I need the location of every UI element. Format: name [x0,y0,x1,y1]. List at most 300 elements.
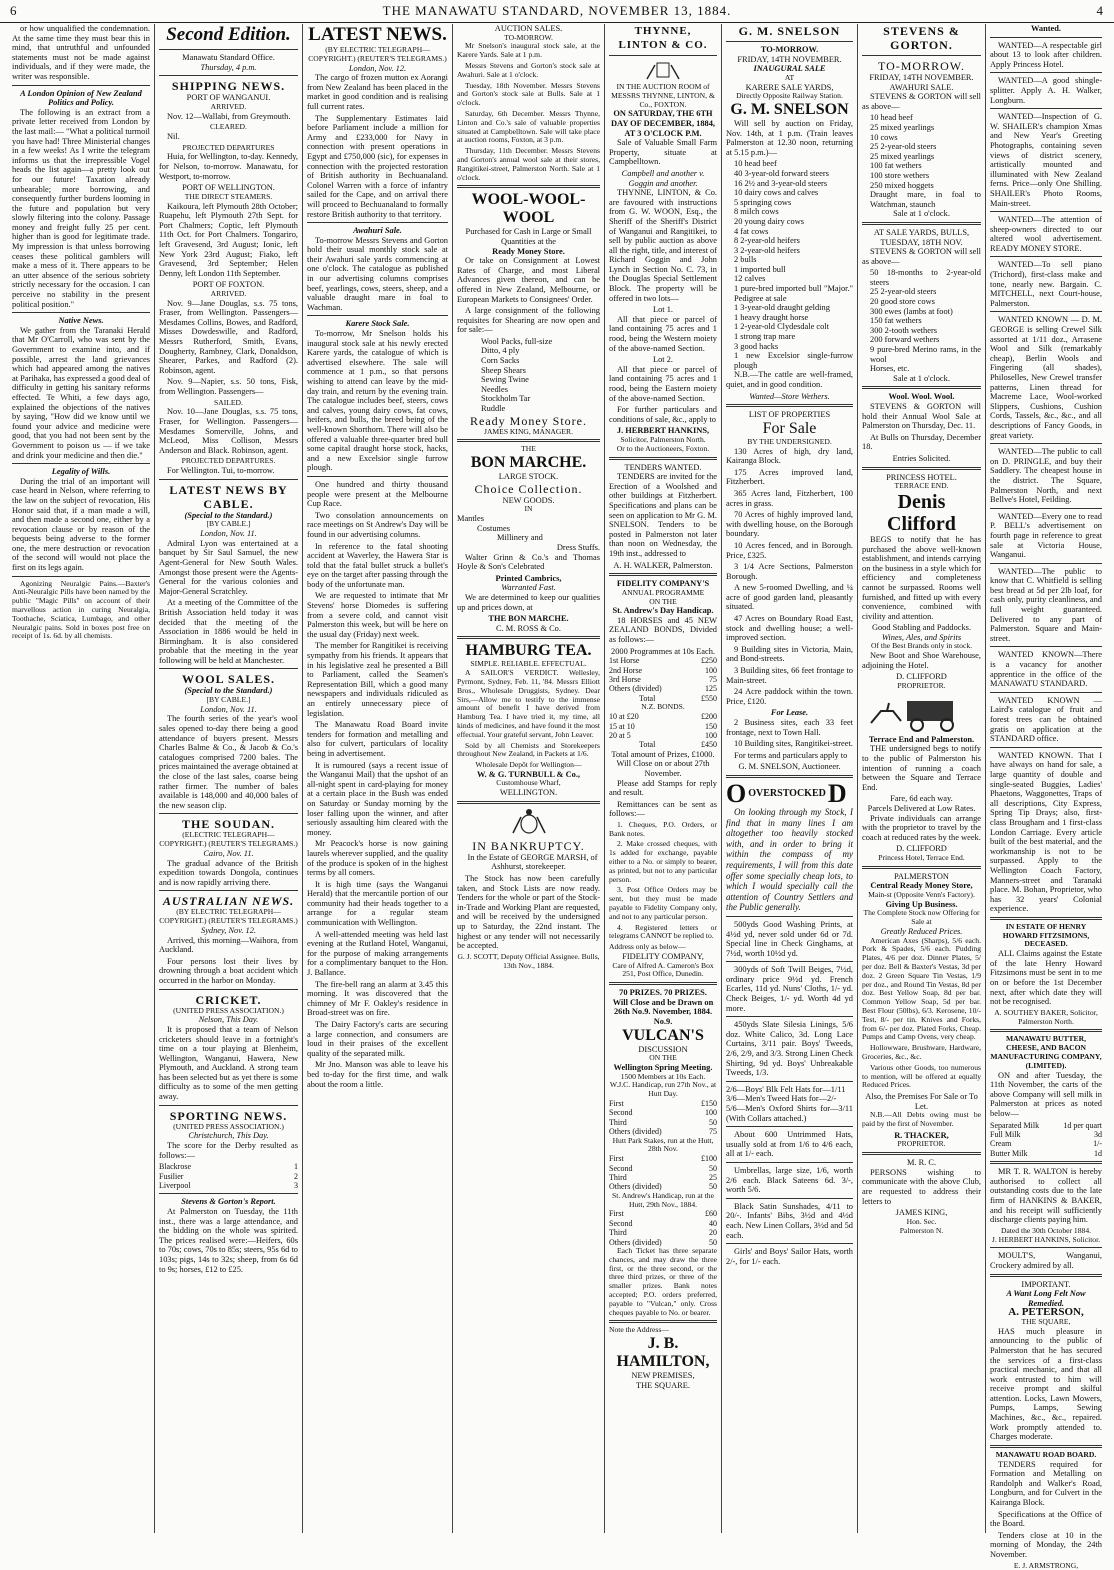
advert-text: PROPRIETOR. [897,681,946,691]
advert-text: ON and after Tuesday, the 11th November, the carts of the above Company will sell milk in Palmerston at prices as noted below— [990,1070,1102,1118]
advert-text: Girls' and Boys' Sailor Hats, worth 2/-, for 1/- each. [726,1247,853,1266]
prize-label: First [609,1209,624,1219]
advert-subtitle: Choice Collection. [474,481,583,496]
advert-text: Also, the Premises For Sale or To Let. [865,1092,978,1111]
prize-value: 20 [709,1228,717,1238]
section-heading: THE SOUDAN. [181,817,275,832]
item-list [457,514,600,552]
list-item: 10 head beef [734,159,777,169]
article-body: To-morrow Messrs Stevens and Gorton hold their usual monthly stock sale at their Awahuri sale yards commencing at one o'clock. The catalogue as published in our advertising columns comprises beef, yearlings, cows, steers, sheep, and a valuable draught mare in foal to Wachman. [307,235,448,312]
advert-subtitle: Terrace End and Palmerston. [868,734,975,744]
port-heading: PORT OF WANGANUI. [186,93,271,103]
advert-signature: A. SOUTHEY BAKER, Solicitor, Palmerston North. [994,1007,1098,1026]
list-item: 24 Acre paddock within the town. Price, £120. [726,687,853,706]
bond-label: 15 at 10 [609,721,635,731]
list-item: Horses, etc. [870,364,910,374]
article-heading: Native News. [58,316,104,326]
article-heading: Karere Stock Sale. [345,319,410,329]
article-heading: Stevens & Gorton's Report. [181,1197,276,1207]
list-item: 47 Acres on Boundary Road East, stock and dwelling house; a well-improved section. [726,614,853,643]
bond-table [609,712,717,750]
list-item: 20 good store cows [870,297,935,307]
advert-text: Sold by all Chemists and Storekeepers throughout New Zealand, in Packets at 1/6. [457,740,600,759]
placing: 3 [294,1181,298,1191]
table-row [990,1149,1102,1158]
section-heading: Wanted. [1030,24,1061,33]
advert-text: Or to the Auctioneers, Foxton. [616,443,710,453]
advert-text: Wanted—Store Wethers. [749,391,830,401]
byline: (UNITED PRESS ASSOCIATION.) [173,1005,284,1015]
list-item: 25 2-year-old steers [870,142,937,152]
dateline: London, Nov. 12. [348,63,407,73]
list-item: Draught mare, in foal to Watchman, staunch [870,190,981,209]
article-body: Mr Jno. Manson was able to leave his bed to-day for the first time, and walk about the room a little. [307,1060,448,1089]
placing: 1 [294,1162,298,1172]
list-item: 25 2-year-old steers [870,287,937,297]
list-item: 3 Building sites, 66 feet frontage to Main-street. [726,666,853,685]
column-8 [986,24,1106,1570]
auction-entry: Tuesday, 18th November. Messrs Stevens and Gorton's stock sale at Bulls. Sale at 1 o'clock. [457,80,600,108]
product-price: 1d [1094,1148,1102,1158]
prize-value: 100 [705,1108,717,1118]
bond-label: 20 at 5 [609,730,631,740]
advert-title: VULCAN'S [622,1026,704,1044]
advert-text: Wholesale Depôt for Wellington— [475,760,582,770]
column-2 [155,24,303,1533]
article-body: At Palmerston on Tuesday, the 11th inst., there was a large attendance, and the bidding on the whole was spirited. The prices realised were:—Heifers, 60s to 70s; cows, 70s to 85s; steers, 95s 6d to 103s; pigs, 14s to 32s; sheep, from 6s 6d to 9s; horses, £12 to £25. [159,1207,298,1274]
advert-text: Hollowware, Brushware, Hardware, Groceries, &c., &c. [862,1043,981,1061]
advert-text: HAS much pleasure in announcing to the public of Palmerston that he has secured the services of a first-class practical mechanic, and that all work entrusted to him will receive prompt and skilful attention. Locks, Lawn Mowers, Pumps, Lamps, Sewing Machines, &c., &c., repaired. Work promptly attended to. Charges moderate. [990,1326,1102,1442]
advert-text: Remittances can be sent as follows:— [609,799,717,819]
list-item: 1 pure-bred imported bull "Major." Pedigree at sale [734,284,853,303]
shipping-entry: Kaikoura, left Plymouth 28th October; Ruapehu, left Plymouth 27th Sept. for Port Chalmers; Coptic, left Plymouth 11th Oct. for Port Chalmers. Tongariro, left Gravesend, 3rd August; Ionic, left New York 23rd August; Fiako, left Gravesend, 3rd September; Helen Denny, left London 11th September. [159,201,298,278]
port-heading: PORT OF FOXTON. [192,280,265,290]
list-item: Mantles [457,514,484,524]
advert-text: IN THE AUCTION ROOM of MESSRS THYNNE, LINTON, & Co., FOXTON. [611,82,715,109]
prize-label: First [609,1098,624,1108]
advert-text: N.B.—All Debts owing must be paid by the first of November. [862,1110,981,1129]
table-row [159,1172,298,1181]
section-heading: WOOL SALES. [181,672,276,687]
prize-value: 75 [709,1127,717,1137]
advert-text: ON THE [649,596,677,606]
advert-text: THE [521,444,536,454]
prize-label: Others (divided) [609,1182,662,1192]
byline: [BY CABLE.] [206,519,251,529]
classified-ad: WANTED KNOWN. That I have always on hand for sale, a large quantity of double and single-seated Buggies, Ladies' Phaetons, Waggonettes, Traps of all descriptions, City Express, Spring Tip Drays; also, first-class Brougham and 1 first-class London Carriage. Every article built of the best material, and the workmanship is not to be surpassed. Apply to the Wellington Coach Factory, Manners-street and Taranaki place. M. Bohan, Proprietor, who has 32 years' Colonial experience. [990,750,1102,914]
list-item: 10 Acres fenced, and in Borough. Price, £325. [726,540,853,560]
advert-text: For further particulars and conditions of sale, &c., apply to [609,405,717,424]
list-item: 1 3-year-old draught gelding [734,303,830,313]
dateline: Christchurch, This Day. [188,1131,269,1141]
table-row [990,1139,1102,1148]
stock-list [726,159,853,370]
advert-text: ANNUAL PROGRAMME [621,587,705,597]
prize-value: 50 [709,1117,717,1127]
list-item: 1 new Excelsior single-furrow plough [734,351,853,370]
advert-text: Total amount of Prizes, £1000. [611,749,715,759]
article-body: The Dairy Factory's carts are securing a large connection, and consumers are loud in their praises of the excellent quality of the separated milk. [307,1020,448,1058]
advert-text: Umbrellas, large size, 1/6, worth 2/6 each. Black Sateens 6d. 3/-, worth 5/6. [726,1165,853,1195]
table-row [609,740,717,749]
advert-text: Specifications at the Office of the Board. [990,1509,1102,1529]
product-name: Butter Milk [990,1148,1028,1158]
advert-subtitle: TO-MORROW. [760,45,819,54]
results-table [159,1162,298,1190]
article-body: We gather from the Taranaki Herald that Mr O'Carroll, who was sent by the Government to examine into, and if possible, arrest the land grievances which had appeared among the natives at Parihaka, has expressed a good deal of difficulty in getting his sanitary reforms effected. Te Whiti, a few days ago, explained the objections of the natives by saying, "How did we know until we found your advice and medicine were good, that you had not been sent by the Government to poison us — if we take and drink your medicine and then die." [12,325,150,460]
advert-subtitle: Greatly Reduced Prices. [880,926,963,936]
list-item: 8 2-year-old heifers [734,236,800,246]
prize-value: 50 [709,1237,717,1247]
horse-name: Liverpool [159,1181,191,1191]
classified-ad: MOULT'S, Wanganui, Crockery admired by all. [990,1251,1102,1270]
prize-value: 40 [709,1218,717,1228]
shipping-entry: For Wellington. Tui, to-morrow. [167,466,275,476]
overstocked-banner [726,778,853,808]
shipping-entry: Nov. 9—Napier, s.s. 50 tons, Fisk, from Wellington. Passengers— [159,377,298,397]
classified-ad: WANTED—The public to call on D. PRINGLE, and buy their Saddlery. The cheapest house in the district. The Square, Palmerston North, and next Bellve's Hotel, Feilding. [990,447,1102,505]
advert-subtitle: St. Andrew's Day Handicap. [612,606,714,616]
classified-ad: WANTED KNOWN — Laird's catalogue of fruit and forest trees can be obtained gratis on application at the STANDARD office. [990,695,1102,744]
advert-text: 1. Cheques, P.O. Orders, or Bank notes. [609,819,717,838]
list-item: 175 Acres improved land, Fitzherbert. [726,467,853,487]
advert-text: A large consignment of the following requisites for Shearing are now open and for sale:— [457,306,600,335]
advert-text: Tenders close at 10 in the morning of Monday, the 24th November. [990,1530,1102,1559]
list-item: Ditto, 4 ply [481,346,520,356]
stock-list [862,268,981,374]
list-item: Ruddle [481,404,506,414]
advert-text: WELLINGTON. [499,788,558,798]
horse-name: Fusilier [159,1171,184,1181]
list-item: 10 head beef [870,113,913,123]
advert-signature: G. M. SNELSON, Auctioneer. [738,762,841,772]
list-item: Sheep Shears [481,365,526,375]
list-item: 1 2-year-old Clydesdale colt [734,322,829,332]
article-body: During the trial of an important will case heard in Nelson, where referring to the law on the subject of revocation, His Honor said that, if a man made a will, and then made a second one, either by a revocation clause or by reason of the bequests being adverse to the former one, the mere destruction or revocation of the second will would not place the first on its legs again. [12,476,150,573]
article-body: Two consolation announcements on race meetings on St Andrew's Day will be found in our advertising columns. [307,510,448,539]
advert-signature: D. CLIFFORD [896,844,947,854]
article-body: The following is an extract from a private letter received from London by the last mail:— "What a political turmoil you have had! Three Ministerial changes in a few weeks! As I write the telegram informs us that the irrepressible Vogel heads the list again—a pretty look out for our future! Taxation already unbearable; more borrowing, and consequently further burdens looming in the future and population but very slowly filtering into the colony. Passage money and freight fully 25 per cent. higher than is good for legitimate trade. My impression is that unless borrowing ceases these political gamblers will make a mess of it. There appears to be an utter absence of the serious sobriety strictly necessary for the occasion. I can perceive no stability in the present political position." [12,107,150,309]
table-row [609,1118,717,1127]
list-item: 365 Acres land, Fitzherbert, 100 acres in grass. [726,488,853,508]
advert-title: G. M. SNELSON [730,100,849,118]
advert-text: Will Close on or about 27th November. [616,759,710,778]
advert-text: TUESDAY, 18TH NOV. [880,237,963,247]
sub-heading: CLEARED. [210,122,247,132]
advert-text: Please add Stamps for reply and result. [609,778,717,798]
advert-text: 5/6—Men's Oxford Shirts for—3/11 (With Collars attached.) [726,1104,853,1123]
advert-text: Dated the 30th October 1884. [1000,1225,1092,1235]
advert-text: BY THE UNDERSIGNED. [747,436,832,446]
list-item: 12 calves [734,274,766,284]
prize-label: Second [609,1163,633,1173]
column-4 [453,24,605,1533]
product-name: Cream [990,1139,1012,1149]
table-row [609,684,717,693]
advert-title: TENDERS WANTED. [624,462,702,472]
list-item: 1 heavy draught horse [734,312,809,322]
advert-subtitle: ON SATURDAY, THE 6TH DAY OF DECEMBER, 1884, AT 3 O'CLOCK P.M. [611,109,715,138]
product-price: 3d [1094,1129,1102,1139]
advert-signature: R. THACKER, [894,1130,949,1140]
advert-subtitle: Printed Cambrics, [495,573,562,583]
list-item: 130 Acres of high, dry land, Kairanga Block. [726,446,853,466]
table-row [609,1108,717,1117]
dateline: Sydney, Nov. 12. [201,925,256,935]
advert-subtitle: Giving Up Business. [885,899,958,909]
product-name: Separated Milk [990,1120,1040,1130]
list-item: Costumes [477,523,511,533]
advert-signature: E. J. ARMSTRONG, [1013,1560,1079,1570]
advert-subtitle: INAUGURAL SALE [753,64,826,74]
advert-title: LIST OF PROPERTIES [748,410,831,420]
advert-text: For terms and particulars apply to [734,750,848,760]
list-item: 250 mixed hoggets [870,180,934,190]
advert-text: A SAILOR'S VERDICT. Wellesley, Pyrmont, Sydney, Feb. 11, '84. Messrs Elliott Bros., Wholesale Druggists, Sydney. Dear Sirs,—Allow me to testify to the immense amount of benefit I have derived from Hamburg Tea. I have tried it, my time, all kinds of medicines, and have found it the most effectual. Your grateful servant, John Leaver. [457,668,600,739]
advert-text: Note the Address— [609,1325,669,1335]
advert-signature: G. J. SCOTT, Deputy Official Assignee. Bulls, 13th Nov., 1884. [457,951,600,970]
classified-ad: WANTED—A respectable girl about 13 to look after children. Apply Princess Hotel. [990,40,1102,69]
article-body: The score for the Derby resulted as follows:— [159,1141,298,1160]
advert-text: The Stock has now been carefully taken, and Stock Lists are now ready. Tenders for the whole or part of the Stock-in-Trade and Working Plant are requested, and will be received by the undersigned up to Saturday, the 22nd instant. The highest or any tender will not necessarily be accepted. [457,874,600,951]
article-body: One hundred and thirty thousand people were present at the Melbourne Cup Race. [307,479,448,509]
dateline: London, Nov. 11. [200,704,257,714]
table-row [159,1181,298,1190]
advert-text: Sale of Valuable Small Farm Property, situate at Campbelltown. [609,138,717,167]
list-item: 25 mixed yearlings [870,151,935,161]
advert-text: 1500 Members at 10s Each. [620,1071,706,1081]
office-line: Manawatu Standard Office. [182,53,275,62]
advert-subtitle: Ready Money Store. [492,246,565,256]
total-value: £450 [701,740,717,750]
advert-title: OVERSTOCKED [748,788,826,800]
dateline: Cairo, Nov. 11. [203,848,254,858]
advert-signature: W. & G. TURNBULL & Co., [476,769,581,779]
list-item: Millinery and [497,533,543,543]
bond-value: £200 [701,712,717,722]
advert-text: New Boot and Shoe Warehouse, adjoining the Hotel. [862,651,981,670]
total-value: £550 [701,693,717,703]
list-item: 40 3-year-old forward steers [734,168,829,178]
byline: (BY ELECTRIC TELEGRAPH—COPYRIGHT.) (REUTER'S TELEGRAMS.) [308,45,447,63]
list-item: Needles [481,384,508,394]
prize-table [609,1209,717,1247]
auction-entry: Saturday, 6th December. Messrs Thynne, Linton and Co.'s sale of valuable properties situated at Campbelltown. Sale will take place at auction rooms, Foxton, at 3 p.m. [457,108,600,145]
table-row [609,1209,717,1218]
advert-text: We are determined to keep our qualities up and prices down, at [457,592,600,612]
advert-text: Care of Alfred A. Cameron's Box 251, Post Office, Dunedin. [612,960,714,979]
lot-heading: Lot 1. [652,305,673,315]
article-intro: or how unqualified the condemnation. At the same time they must bear this in mind, that untruthful and unfounded statements must not be made against individuals, and if they were made, the writer was responsible. [12,24,150,81]
advert-subtitle: THE SQUARE. [636,1380,690,1390]
advert-subtitle: Ready Money Store. [470,413,587,428]
advert-text: STEVENS & GORTON will hold their Annual Wool Sale at Palmerston on Thursday, Dec. 11. [862,402,981,431]
prize-label: Others (divided) [609,1237,662,1247]
prize-label: Third [609,1228,627,1238]
prize-label: Others (divided) [609,684,662,694]
edition-time: Thursday, 4 p.m. [200,62,257,72]
lot-heading: Lot 2. [652,355,673,365]
product-price: 1/- [1093,1139,1102,1149]
advert-text: N.Z. BONDS. [641,702,685,712]
advert-text: W.J.C. Handicap, run 27th Nov., at Hutt Day. [609,1080,717,1099]
prize-label: Third [609,1173,627,1182]
product-price: 1d per quart [1063,1120,1102,1130]
masthead [0,0,1114,23]
prize-label: 3rd Horse [609,675,641,685]
article-heading: Awahuri Sale. [353,226,402,236]
article-heading: A London Opinion of New Zealand Politics and Policy. [20,88,142,108]
coat-of-arms-icon [509,807,549,837]
article-body: The cargo of frozen mutton ex Aorangi from New Zealand has been placed in the market in good condition and is realising full current rates. [307,73,448,111]
article-body: The Manawatu Road Board invite tenders for formation and metalling and also for culvert, particulars of locality being in advertisement. [307,720,448,758]
prize-value: £250 [701,656,717,666]
list-item: 300 2-tooth wethers [870,325,937,335]
shipping-entry: Huia, for Wellington, to-day. Kennedy, for Nelson, to-morrow. Manawatu, for Westport, to-morrow. [159,152,298,181]
advert-text: Each Ticket has three separate chances, and may draw the three first, or the three second, or the three third prizes, or three of the smaller prizes. Bank notes accepted; P.O. orders preferred, payable to "Vulcan," only. Cross cheques payable to No. or bearer. [609,1246,717,1317]
coach-illustration-icon [867,693,977,733]
property-list [726,447,853,707]
advert-subtitle: THE BON MARCHE. [488,614,569,624]
advert-subtitle: Wellington Spring Meeting. [613,1062,713,1072]
list-item: 100 fat wethers [870,161,922,171]
byline: (BY ELECTRIC TELEGRAPH—COPYRIGHT.) (REUTER'S TELEGRAMS.) [159,907,298,926]
classified-ad: WANTED—Inspection of G. W. SHAILER's champion Xmas and New Year's Greeting Photographs, containing seven views of district scenery, artistically mounted and illuminated with New Zealand ferns. Price—only One Shilling. SHAILER's Photo Rooms, Main-street. [990,112,1102,208]
advert-text: The Complete Stock now Offering for Sale at [863,908,980,927]
table-row [990,1130,1102,1139]
advert-title: MANAWATU BUTTER, CHEESE, AND BACON MANUFACTURING COMPANY, (LIMITED). [990,1034,1102,1070]
prize-table [609,656,717,703]
advert-subtitle: Wines, Ales, and Spirits [881,632,962,642]
advert-text: In the Estate of GEORGE MARSH, of Ashhurst, storekeeper. [467,852,598,872]
classified-ad: WANTED—To sell piano (Trichord), first-class make and tone, nearly new. Bargain. C. MITCHELL, next Court-house, Palmerston. [990,260,1102,308]
table-row [609,656,717,665]
horse-name: Blackrose [159,1162,191,1172]
article-body: The Supplementary Estimates laid before Parliament include a million for Army and £233,000 for Navy in connection with present operations in Egypt and £750,000 (sic), for expenses in connection with the projected restoration of British authority in Bechuanaland. Colonel Warren with a force of infantry sailed for the Cape, and on arrival there will proceed to Bechuanaland to formally restore British authority to that territory. [307,113,448,219]
byline: [BY CABLE.] [206,695,251,705]
prize-value: £100 [701,1154,717,1164]
sub-heading: TO-MORROW. [504,32,553,42]
prize-value: £150 [701,1098,717,1108]
advert-subtitle: For Sale [762,419,817,437]
classified-ad: WANTED—The attention of sheep-owners directed to our altered wool advertisement. READY MONEY STORE. [990,215,1102,253]
advert-title: IN BANKRUPTCY. [472,838,585,853]
advert-text: Sale at 1 o'clock. [893,209,950,219]
advert-text: BEGS to notify that he has purchased the above well-known establishment, and intends carrying on the business in a style which for efficiency and completeness cannot be surpassed. Rooms well furnished, and fitted up with every convenience, combined with civility and attention. [862,534,981,621]
advert-text: Parcels Delivered at Low Rates. [867,804,976,814]
list-item: 10 Building sites, Rangitikei-street. [734,739,853,749]
prize-label: Second [609,1218,633,1228]
table-row [609,712,717,721]
auction-entry: Thursday, 11th December. Messrs Stevens and Gorton's annual wool sale at their stores, Rangitikei-street, Palmerston North. Sale at 1 o'clock. [457,146,600,182]
advert-text: FRIDAY, 14TH NOVEMBER. [869,73,974,82]
list-item: 3 2-year-old heifers [734,245,800,255]
list-item: 70 Acres of highly improved land, with dwelling house, on the Borough boundary. [726,510,853,539]
shipping-entry: Nov. 12—Wallabi, from Greymouth. [167,111,291,121]
advert-text: Various other Goods, too numerous to mention, will be offered at equally Reduced Prices. [862,1062,981,1090]
milk-price-table [990,1121,1102,1159]
advert-text: Of the Best Brands only in stock. [870,641,973,651]
classified-ad: WANTED—The public to know that C. Whitfield is selling best bread at 5d per 2lb loaf, for cash only, purity cleanliness, and full weight guaranteed. Delivered to any part of Palmerston. Square and Main-street. [990,566,1102,643]
advert-text: FRIDAY, 14TH NOVEMBER. [737,54,842,64]
table-row [609,722,717,731]
section-heading: AUCTION SALES. [494,24,563,33]
advert-text: Agonizing Neuralgic Pains.—Baxter's Anti-Neuralgic Pills have been named by the public "Magic Pills" on account of their marvellous action in curing Neuralgia, Toothache, Sciatica, Lumbago, and other Neuralgic pains. Sold in boxes post free on receipt of 1s. 6d. by all chemists. [12,578,150,641]
list-item: 150 fat wethers [870,316,922,326]
advert-text: Princess Hotel, Terrace End. [878,852,965,862]
advert-subtitle: NEW PREMISES, [631,1371,695,1381]
advert-title: M. R. C. [906,1158,937,1168]
byline: (UNITED PRESS ASSOCIATION.) [173,1121,284,1131]
article-heading: Legality of Wills. [51,467,111,477]
advert-subtitle: NEW GOODS. [502,495,555,505]
article-body: To-morrow, Mr Snelson holds his inaugural stock sale at his newly erected Karere yards, the catalogue of which is advertised elsewhere. The sale will commence at 1 p.m., so that persons wishing to attend can leave by the mid-day train, and return by the evening train. The catalogue includes beef, steers, cows and calves, young dairy cows, fat cows, heifers, and bulls, the breed being of the well-known Shorthorn. There will also be offered a valuable three-quarter bred bull some capital draught horse stock, hacks, and a new Excelsior single furrow plough. [307,329,448,473]
placing: 2 [294,1171,298,1181]
product-name: Full Milk [990,1129,1021,1139]
advert-signature: JAMES KING, [895,1208,948,1218]
advert-text: 18 HORSES and 45 NEW ZEALAND BONDS, Divided as follows:— [609,615,717,645]
item-list [457,337,600,414]
table-row [609,1154,717,1163]
advert-subtitle: 70 PRIZES. 70 PRIZES. [619,988,707,998]
advert-title: G. M. SNELSON [738,24,841,38]
list-item: Corn Sacks [481,356,520,366]
advert-text: Fare, 6d each way. [890,794,953,804]
sub-heading: PROJECTED DEPARTURES. [181,456,276,466]
list-item: 3 1/4 Acre Sections, Palmerston Borough. [726,562,853,581]
advert-signature: J. HERBERT HANKINS, Solicitor. [991,1234,1101,1244]
prize-table [609,1154,717,1192]
column-7 [858,24,986,1533]
advert-title: FIDELITY COMPANY'S [616,579,710,589]
list-item: A new 5-roomed Dwelling, and ¼ acre of good garden land, pleasantly situated. [726,583,853,612]
list-item: 25 mixed yearlings [870,122,935,132]
prize-label: Others (divided) [609,1127,662,1137]
article-body: The fire-bell rang an alarm at 3.45 this morning. It was discovered that the chimney of Mr F. Oakley's residence in Broad-street was on fire. [307,979,448,1018]
bond-label: 10 at £20 [609,712,639,722]
port-heading: PORT OF WELLINGTON. [182,183,275,193]
list-item: 10 cows [870,132,898,142]
advert-text: Hutt Park Stakes, run at the Hutt, 28th Nov. [612,1135,714,1154]
advert-text: St. Andrew's Handicap, run at the Hutt, 29th Nov., 1884. [612,1190,714,1209]
advert-text: IN [524,504,533,514]
advert-subtitle: AWAHURI SALE. [889,82,954,92]
list-item: 9 Building sites in Victoria, Main, and Bond-streets. [726,644,853,664]
classified-ad: WANTED KNOWN — D. M. GEORGE is selling Crewel Silk assorted at 1/11 doz., Arrasene Wool and Silk (remarkably cheap), Berlin Wools and Fingering (all shades), Philoselles, New Crewel transfer patterns, Linen thread for Macreme Lace, Wool-worked Slippers, Cushions, Cushion Cords, Tassels, &c., &c., and all descriptions of Fancy Goods, in great variety. [990,315,1102,440]
advert-text: Black Satin Sunshades, 4/11 to 20/-. Infants' Bibs, 3½d and 4½d each. New Linen Collars, 3½d and 5d each. [726,1201,853,1240]
list-item: 16 2½ and 3-year-old steers [734,178,828,188]
stock-list [862,113,981,209]
advert-text: All that piece or parcel of land containing 75 acres and 1 rood, being the Eastern moiety of the above-named Section. [609,364,717,403]
edition-title: Second Edition. [166,24,291,45]
advert-text: STEVENS & GORTON will sell as above— [862,247,981,266]
advert-text: TENDERS are invited for the Erection of a Woolshed and other buildings at Fitzherbert. Specifications and plans can be seen on application to Mr G. M. SNELSON. Tenders to be posted in Palmerston not later than noon on Wednesday, the 19th inst., addressed to [609,472,717,558]
shipping-entry: Nov. 9—Jane Douglas, s.s. 75 tons, Fraser, from Wellington. Passengers—Mesdames Collins, Bowes, and Radford, Misses Dowdeswille, and Radford, Messrs Rutherford, Smith, Evans, Dougherty, Rambney, Clark, Donaldson, Shearer, Parkes, and Radford (2). Robinson, agent. [159,298,298,375]
prize-label: Third [609,1117,627,1127]
article-body: It is proposed that a team of Nelson cricketers should leave in a fortnight's time on a tour playing at Blenheim, Wellington, Wanganui, Hawera, New Plymouth, and Auckland. A strong team has been selected but as yet there is some difficulty as to some of the men getting away. [159,1024,298,1102]
advert-text: All that piece or parcel of land containing 75 acres and 1 rood, being the Western moiety of the above-named Section. [609,314,717,353]
advert-title: STEVENS & GORTON. [883,24,960,52]
table-row [990,1121,1102,1130]
advert-text: 3. Post Office Orders may be sent, but they must be made payable to Fidelity Company only, and not to any particular person. [609,885,717,921]
advert-subtitle: For Lease. [770,708,809,718]
total-label: Total [639,693,656,703]
article-body: At a meeting of the Committee of the British Association held today it was decided that the meeting of the Association in 1886 would be held in Birmingham. It is also considered probable that the meeting in the year following will be held at Manchester. [159,598,298,665]
advert-text: Private individuals can arrange with the proprietor to travel by the coach at reduced rates by the week. [862,813,981,842]
article-body: Arrived, this morning—Waihora, from Auckland. [159,935,298,955]
list-item: 2 Business sites, each 33 feet frontage, next to Town Hall. [726,718,853,737]
classified-ad: WANTED KNOWN—There is a vacancy for another apprentice in the office of the MANAWATU STANDARD. [990,650,1102,689]
